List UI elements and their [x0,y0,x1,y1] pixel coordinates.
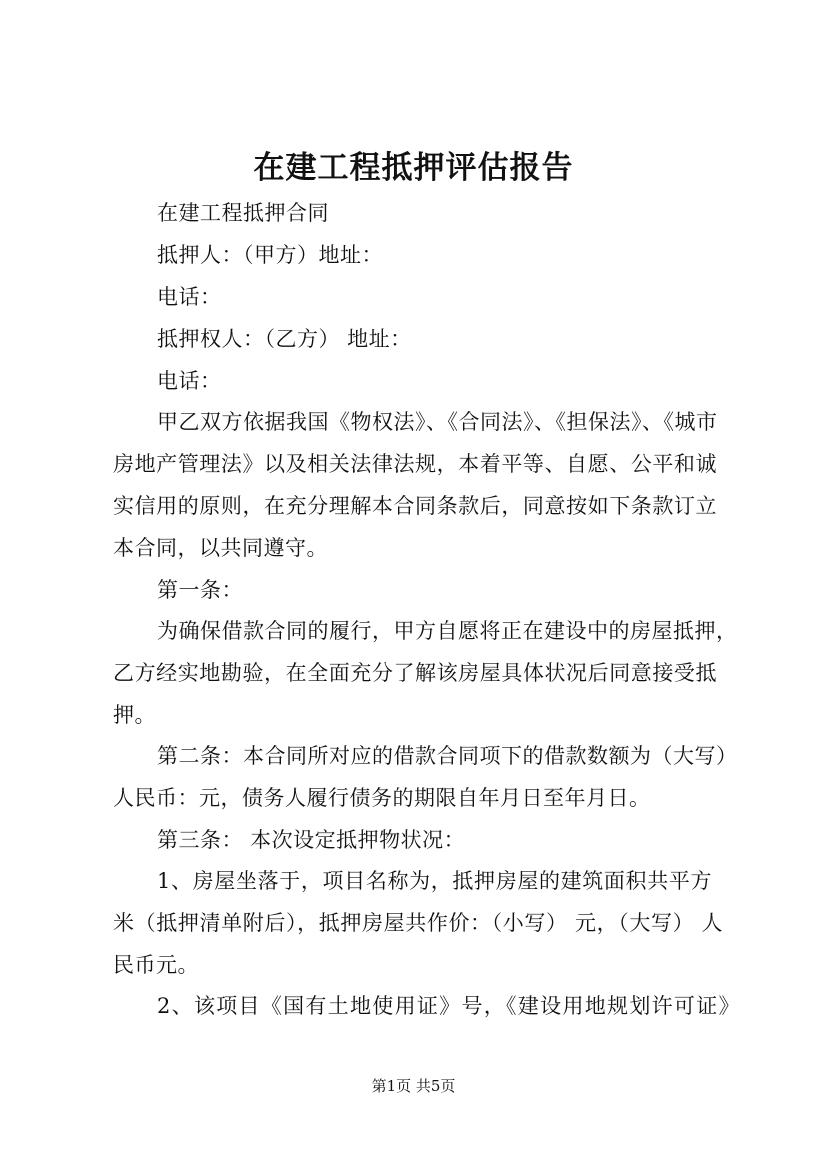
mortgagee-phone-line: 电话： [157,369,222,393]
paragraph-line: 乙方经实地勘验，在全面充分了解该房屋具体状况后同意接受抵 [113,661,717,685]
paragraph-line: 押。 [113,703,156,727]
article-one-heading: 第一条： [157,578,243,602]
article-three-heading: 第三条： 本次设定抵押物状况： [157,828,466,852]
paragraph-line: 人民币：元，债务人履行债务的期限自年月日至年月日。 [113,786,651,810]
paragraph-line: 民币元。 [113,953,199,977]
paragraph-line: 房地产管理法》以及相关法律法规，本着平等、自愿、公平和诚 [113,452,717,476]
paragraph-line: 米（抵押清单附后），抵押房屋共作价：（小写） 元，（大写） 人 [113,911,723,935]
mortgagor-phone-line: 电话： [157,285,222,309]
paragraph-line: 为确保借款合同的履行，甲方自愿将正在建设中的房屋抵押， [157,619,738,643]
article-two-line: 第二条：本合同所对应的借款合同项下的借款数额为（大写） [157,744,738,768]
paragraph-line: 本合同，以共同遵守。 [113,536,328,560]
paragraph-line: 甲乙双方依据我国《物权法》、《合同法》、《担保法》、《城市 [157,410,718,434]
page-number-footer: 第1页 共5页 [371,1077,456,1095]
page-title: 在建工程抵押评估报告 [253,150,574,186]
paragraph-line: 实信用的原则，在充分理解本合同条款后，同意按如下条款订立 [113,494,717,518]
mortgagor-line: 抵押人：（甲方）地址： [157,243,383,267]
mortgagee-line: 抵押权人：（乙方） 地址： [157,327,412,351]
paragraph-line: 2、该项目《国有土地使用证》号，《建设用地规划许可证》 [157,994,740,1018]
paragraph-line: 1、房屋坐落于，项目名称为，抵押房屋的建筑面积共平方 [157,869,712,893]
contract-heading: 在建工程抵押合同 [157,201,329,225]
